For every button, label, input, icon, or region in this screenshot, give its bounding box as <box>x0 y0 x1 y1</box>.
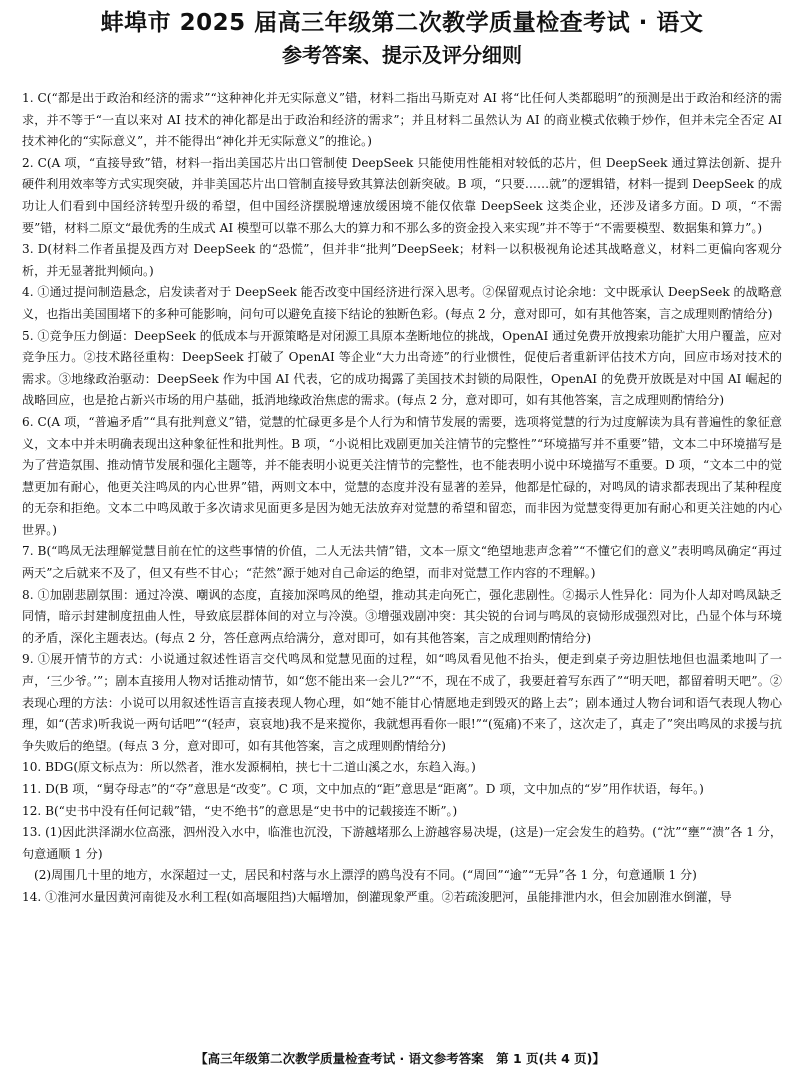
answer-item-3: 3. D(材料二作者虽提及西方对 DeepSeek 的“恐慌”，但并非“批判”DeepSeek；材料一以积极视角论述其战略意义，材料二更偏向客观分析，并无显著批判倾向。) <box>22 242 782 278</box>
answer-item-6: 6. C(A 项，“普遍矛盾”“具有批判意义”错，觉慧的忙碌更多是个人行为和情节发展的需要，选项将觉慧的行为过度解读为具有普遍性的象征意义，文本中并未明确表现出这种象征性和批判性。B 项，“小说相比戏剧更加关注情节的完整性”“环境描写并不重要”错，文本二中环境描写是为了营造氛围、推动情节发展和强化主题等，并不能表明小说更关注情节的完整性，也不能表明小说中环境描写不重要。D 项，“文本二中的觉慧更加有耐心，他更关注鸣凤的内心世界”错，两则文本中，觉慧的态度并没有显著的差异，他都是忙碌的，对鸣凤的请求都表现出了某种程度的无奈和拒绝。文本二中鸣凤敢于多次请求见面更多是因为她无法放弃对觉慧的希望和留恋，而非因为觉慧变得更加有耐心和更关注她的内心世界。) <box>22 414 782 537</box>
answer-item-13-2: (2)周围几十里的地方，水深超过一丈，居民和村落与水上漂浮的鸥鸟没有不同。(“周回”“逾”“无异”各 1 分，句意通顺 1 分) <box>34 868 697 883</box>
answer-item-12: 12. B(“史书中没有任何记载”错，“史不绝书”的意思是“史书中的记载接连不断”。) <box>22 803 458 818</box>
page-title: 蚌埠市 2025 届高三年级第二次教学质量检查考试 · 语文 <box>100 10 704 36</box>
answer-item-8: 8. ①加剧悲剧氛围：通过冷漠、嘲讽的态度，直接加深鸣凤的绝望，推动其走向死亡，强化悲剧性。②揭示人性异化：同为仆人却对鸣凤缺乏同情，暗示封建制度扭曲人性，导致底层群体间的对立与冷漠。③增强戏剧冲突：其尖锐的台词与鸣凤的哀恸形成强烈对比，凸显个体与环境的矛盾，深化主题表达。(每点 2 分，答任意两点给满分，意对即可，如有其他答案，言之成理则酌情给分) <box>22 587 782 645</box>
answer-item-7: 7. B(“鸣凤无法理解觉慧目前在忙的这些事情的价值，二人无法共情”错，文本一原文“绝望地悲声念着”“不懂它们的意义”表明鸣凤确定“再过两天”之后就来不及了，但又有些不甘心；“茫然”源于她对自己命运的绝望，而非对觉慧工作内容的不理解。) <box>22 544 782 581</box>
answer-item-5: 5. ①竞争压力倒逼：DeepSeek 的低成本与开源策略是对闭源工具原本垄断地位的挑战，OpenAI 通过免费开放搜索功能扩大用户覆盖，应对竞争压力。②技术路径重构：DeepSeek 打破了 OpenAI 等企业“大力出奇迹”的行业惯性，促使后者重新评估技术方向，回应市场对技术的需求。③地缘政治驱动：DeepSeek 作为中国 AI 代表，它的成功揭露了美国技术封锁的局限性，OpenAI 的免费开放既是对中国 AI 崛起的战略回应，也是抢占新兴市场的用户基础，抵消地缘政治焦虑的需求。(每点 2 分，意对即可，如有其他答案，言之成理则酌情给分) <box>22 328 782 408</box>
answer-item-1: 1. C(“都是出于政治和经济的需求”“这种神化并无实际意义”错，材料二指出马斯克对 AI 将“比任何人类都聪明”的预测是出于政治和经济的需求，并不等于“一直以来对 AI 技术的神化都是出于政治和经济的需求”；并且材料二虽然认为 AI 的商业模式依赖于炒作，但并未完全否定 AI 技术神化的“实际意义”，并不能得出“神化并无实际意义”的推论。) <box>22 91 782 149</box>
answer-item-4: 4. ①通过提问制造悬念，启发读者对于 DeepSeek 能否改变中国经济进行深入思考。②保留观点讨论余地：文中既承认 DeepSeek 的战略意义，也指出美国围堵下的多种可能影响，问句可以避免直接下结论的独断色彩。(每点 2 分，意对即可，如有其他答案，言之成理则酌情给分) <box>22 285 782 321</box>
page-footer: 【高三年级第二次教学质量检查考试 · 语文参考答案 第 1 页(共 4 页)】 <box>195 1051 605 1066</box>
answer-item-9: 9. ①展开情节的方式：小说通过叙述性语言交代鸣凤和觉慧见面的过程，如“鸣凤看见他不抬头，便走到桌子旁边胆怯地但也温柔地叫了一声，‘三少爷。’”；剧本直接用人物对话推动情节，如“您不能出来一会儿?”“不，现在不成了，我要赶着写东西了”“明天吧，都留着明天吧”。②表现心理的方法：小说可以用叙述性语言直接表现人物心理，如“她不能甘心情愿地走到毁灭的路上去”；剧本通过人物台词和语气表现人物心理，如“(苦求)听我说一两句话吧”“(轻声，哀哀地)我不是来搅你，我就想再看你一眼!”“(冤痛)不来了，这次走了，真走了”突出鸣凤的求援与抗争失败后的绝望。(每点 3 分，意对即可，如有其他答案，言之成理则酌情给分) <box>22 652 782 753</box>
page-subtitle: 参考答案、提示及评分细则 <box>282 43 522 67</box>
answer-item-2: 2. C(A 项，“直接导致”错，材料一指出美国芯片出口管制使 DeepSeek 只能使用性能相对较低的芯片，但 DeepSeek 通过算法创新、提升硬件利用效率等方式实现突破，并非美国芯片出口管制直接导致其算法创新突破。B 项，“只要……就”的逻辑错，材料一提到 DeepSeek 的成功让人们看到中国经济转型升级的希望，但中国经济摆脱增速放缓困境不能仅依靠 DeepSeek 这类企业，还涉及诸多方面。D 项，“不需要”错，材料二原文“最优秀的生成式 AI 模型可以靠不那么大的算力和不那么多的资金投入来实现”并不等于“不需要模型、数据集和算力”。) <box>22 155 782 235</box>
answer-item-10: 10. BDG(原文标点为：所以然者，淮水发源桐柏，挟七十二道山溪之水，东趋入海。) <box>22 760 476 775</box>
answer-list <box>22 88 782 909</box>
answer-item-11: 11. D(B 项，“舅夺母志”的“夺”意思是“改变”。C 项，文中加点的“距”意思是“距离”。D 项，文中加点的“岁”用作状语，每年。) <box>22 782 704 796</box>
answer-item-13-1: 13. (1)因此洪泽湖水位高涨，泗州没入水中，临淮也沉没，下游越堵那么上游越容易决堤，(这是)一定会发生的趋势。(“沈”“壅”“溃”各 1 分，句意通顺 1 分) <box>22 825 782 861</box>
answer-item-14: 14. ①淮河水量因黄河南徙及水利工程(如高堰阻挡)大幅增加，倒灌现象严重。②若疏浚肥河，虽能排泄内水，但会加剧淮水倒灌，导 <box>22 889 732 904</box>
